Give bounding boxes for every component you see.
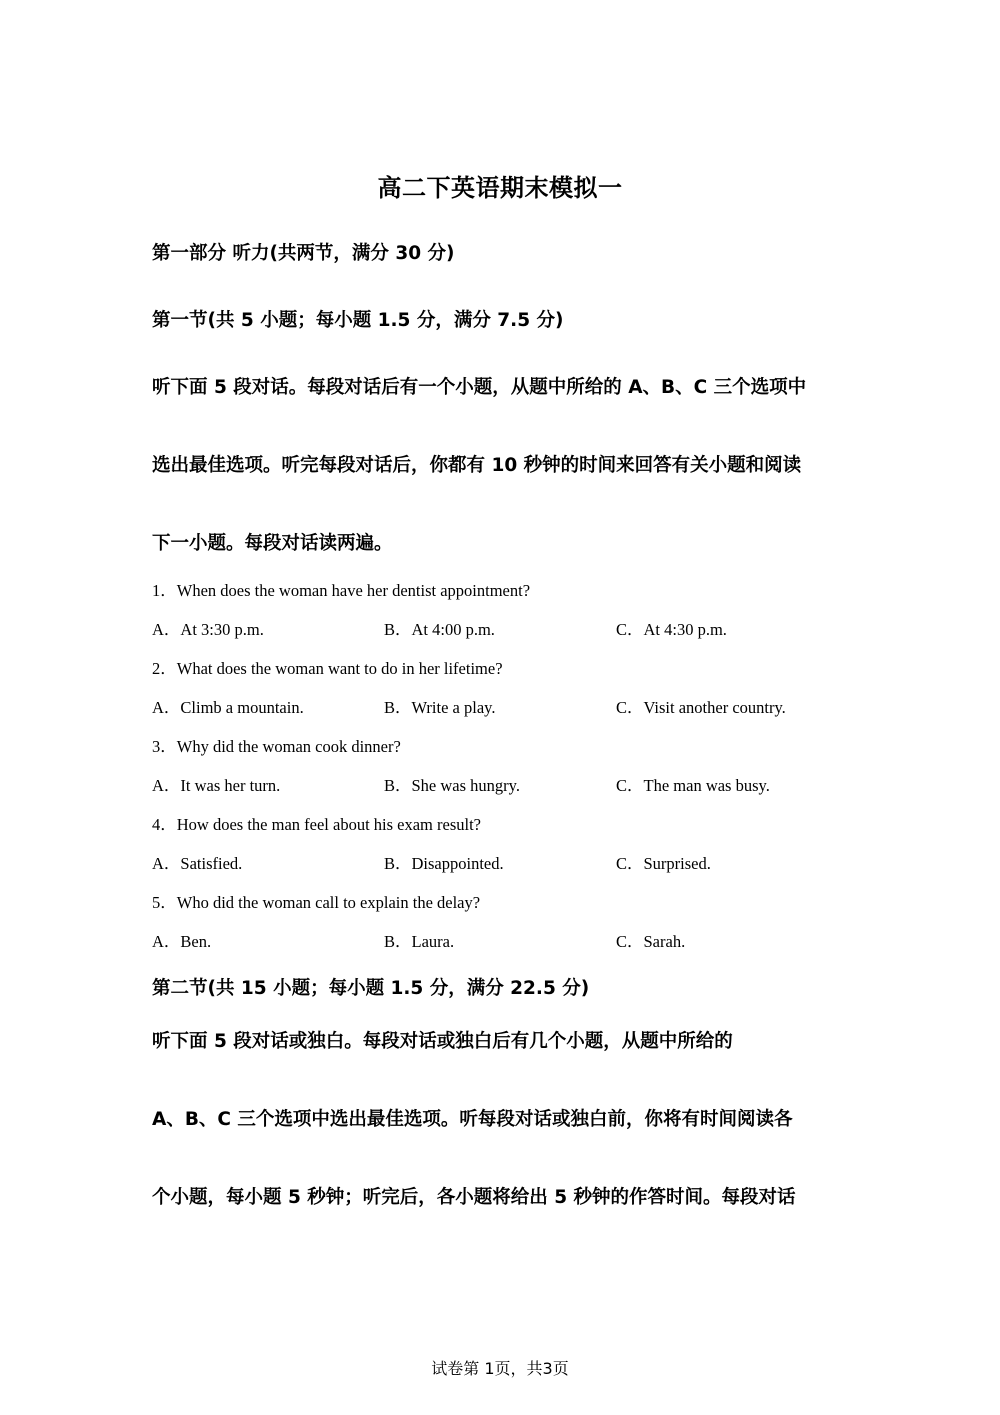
question-stem: 1．When does the woman have her dentist appointment? xyxy=(152,581,531,600)
question-list xyxy=(152,571,852,961)
option-c: C．Visit another country. xyxy=(616,698,786,717)
instruction-line: 听下面 5 段对话。每段对话后有一个小题，从题中所给的 A、B、C 三个选项中 xyxy=(152,377,807,398)
page-title: 高二下英语期末模拟一 xyxy=(377,174,623,202)
question-stem: 3．Why did the woman cook dinner? xyxy=(152,737,401,756)
section2-heading: 第二节(共 15 小题；每小题 1.5 分，满分 22.5 分) xyxy=(152,978,590,999)
option-a: A．Ben. xyxy=(152,932,212,951)
question-options xyxy=(152,766,852,805)
option-a: A．Satisfied. xyxy=(152,854,243,873)
option-c: C．Surprised. xyxy=(616,854,711,873)
option-c: C．Sarah. xyxy=(616,932,686,951)
option-b: B．At 4:00 p.m. xyxy=(384,620,495,639)
option-b: B．Laura. xyxy=(384,932,455,951)
option-b: B．Write a play. xyxy=(384,698,496,717)
option-b: B．She was hungry. xyxy=(384,776,520,795)
question-stem: 5．Who did the woman call to explain the delay? xyxy=(152,893,481,912)
option-a: A．At 3:30 p.m. xyxy=(152,620,264,639)
instruction-line: 听下面 5 段对话或独白。每段对话或独白后有几个小题，从题中所给的 xyxy=(152,1031,733,1052)
section1-heading: 第一节(共 5 小题；每小题 1.5 分，满分 7.5 分) xyxy=(152,310,564,331)
section2-instructions xyxy=(152,1003,852,1237)
page-footer: 试卷第 1页，共3页 xyxy=(431,1359,569,1378)
option-c: C．At 4:30 p.m. xyxy=(616,620,727,639)
part-heading-listening: 第一部分 听力(共两节，满分 30 分) xyxy=(152,243,455,264)
question-options xyxy=(152,844,852,883)
instruction-line: 个小题，每小题 5 秒钟；听完后，各小题将给出 5 秒钟的作答时间。每段对话 xyxy=(152,1187,796,1208)
instruction-line: 选出最佳选项。听完每段对话后，你都有 10 秒钟的时间来回答有关小题和阅读 xyxy=(152,455,802,476)
question-options xyxy=(152,610,852,649)
question-stem: 4．How does the man feel about his exam result? xyxy=(152,815,481,834)
question-options xyxy=(152,922,852,961)
question-options xyxy=(152,688,852,727)
option-a: A．Climb a mountain. xyxy=(152,698,304,717)
option-a: A．It was her turn. xyxy=(152,776,281,795)
option-b: B．Disappointed. xyxy=(384,854,504,873)
instruction-line: A、B、C 三个选项中选出最佳选项。听每段对话或独白前，你将有时间阅读各 xyxy=(152,1109,793,1130)
question-stem: 2．What does the woman want to do in her lifetime? xyxy=(152,659,503,678)
instruction-line: 下一小题。每段对话读两遍。 xyxy=(152,533,393,554)
option-c: C．The man was busy. xyxy=(616,776,770,795)
section1-instructions xyxy=(152,349,852,583)
exam-content xyxy=(152,240,852,1237)
